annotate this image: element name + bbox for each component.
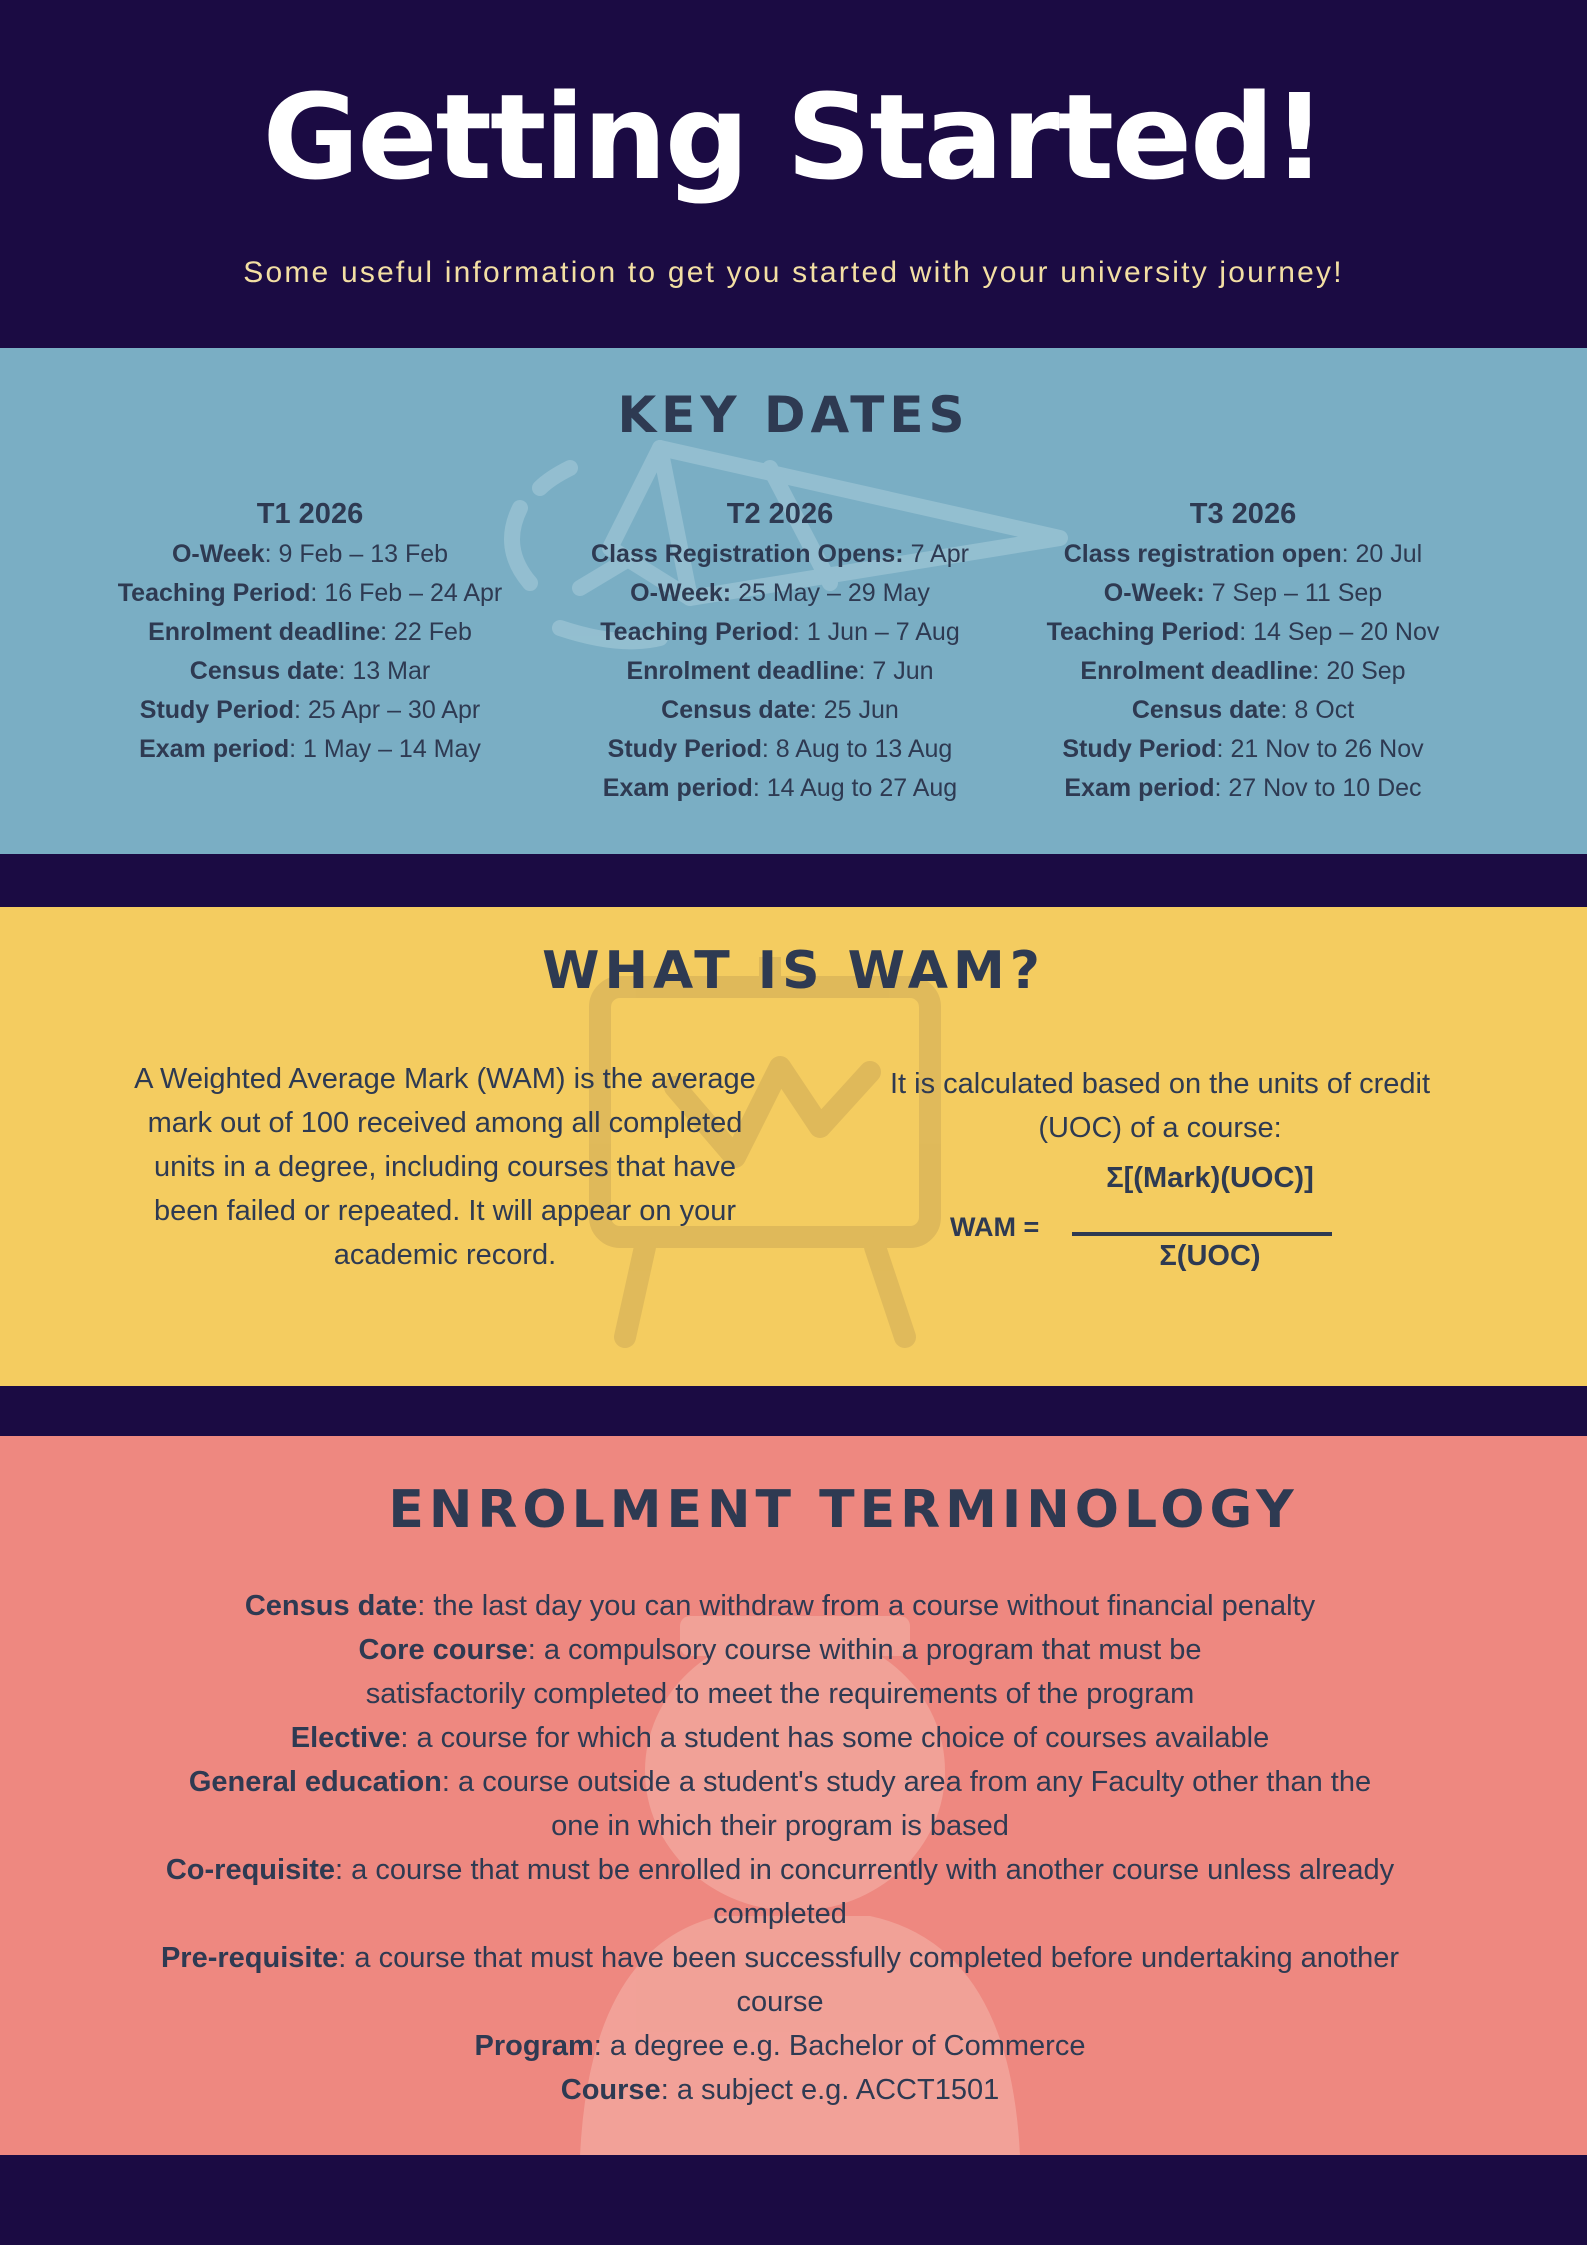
- key-dates-section: [0, 348, 1587, 854]
- term-title: T2 2026: [726, 498, 834, 530]
- date-row: Exam period: 14 Aug to 27 Aug: [602, 774, 958, 802]
- page-subtitle: Some useful information to get you started with your university journey!: [243, 256, 1344, 289]
- formula-denominator: Σ(UOC): [1159, 1240, 1261, 1272]
- date-row: Exam period: 27 Nov to 10 Dec: [1064, 774, 1422, 802]
- wam-description: A Weighted Average Mark (WAM) is the average mark out of 100 received among all completed units in a degree, including courses that have been failed or repeated. It will appear on your academic record.: [134, 1063, 756, 1271]
- fraction-line: [1072, 1232, 1332, 1236]
- term-column-t1: [90, 493, 530, 769]
- date-row: O-Week: 7 Sep – 11 Sep: [1103, 579, 1383, 607]
- date-row: Class Registration Opens: 7 Apr: [591, 540, 969, 568]
- term-item: Elective: a course for which a student has some choice of courses available: [290, 1722, 1270, 1754]
- term-title: T3 2026: [1189, 498, 1297, 530]
- term-title: T1 2026: [256, 498, 364, 530]
- terminology-list: [140, 1584, 1420, 2112]
- date-row: Teaching Period: 1 Jun – 7 Aug: [600, 618, 960, 646]
- term-item: Co-requisite: a course that must be enrolled in concurrently with another course unless already completed: [165, 1854, 1395, 1930]
- wam-section: [0, 907, 1587, 1386]
- date-row: O-Week: 25 May – 29 May: [630, 579, 930, 607]
- date-row: Study Period: 8 Aug to 13 Aug: [607, 735, 953, 763]
- date-row: Census date: 25 Jun: [661, 696, 899, 724]
- wam-heading: WHAT IS WAM?: [542, 941, 1045, 1001]
- page-title: Getting Started!: [262, 68, 1325, 206]
- date-row: Exam period: 1 May – 14 May: [139, 735, 481, 763]
- date-row: Census date: 8 Oct: [1131, 696, 1355, 724]
- terminology-heading: ENROLMENT TERMINOLOGY: [388, 1480, 1299, 1540]
- wam-calc-intro: It is calculated based on the units of credit (UOC) of a course:: [889, 1068, 1431, 1144]
- date-row: Study Period: 25 Apr – 30 Apr: [139, 696, 481, 724]
- term-item: General education: a course outside a student's study area from any Faculty other than the one in which their program is based: [188, 1766, 1372, 1842]
- terminology-section: [0, 1436, 1587, 2155]
- date-row: Enrolment deadline: 20 Sep: [1080, 657, 1406, 685]
- date-row: Class registration open: 20 Jul: [1063, 540, 1423, 568]
- date-row: Enrolment deadline: 22 Feb: [148, 618, 472, 646]
- date-row: Teaching Period: 14 Sep – 20 Nov: [1046, 618, 1440, 646]
- formula-label: WAM =: [950, 1212, 1040, 1242]
- term-column-t2: [560, 493, 1000, 808]
- date-row: Enrolment deadline: 7 Jun: [626, 657, 934, 685]
- date-row: Teaching Period: 16 Feb – 24 Apr: [117, 579, 503, 607]
- term-item: Core course: a compulsory course within a program that must be satisfactorily completed to meet the requirements of the program: [358, 1634, 1202, 1710]
- wam-formula: [950, 1162, 1350, 1282]
- key-dates-heading: KEY DATES: [617, 386, 970, 444]
- term-item: Program: a degree e.g. Bachelor of Commerce: [474, 2030, 1086, 2062]
- term-item: Census date: the last day you can withdraw from a course without financial penalty: [244, 1590, 1316, 1622]
- date-row: Census date: 13 Mar: [189, 657, 431, 685]
- formula-numerator: Σ[(Mark)(UOC)]: [1106, 1162, 1314, 1194]
- header: [0, 0, 1587, 348]
- term-item: Pre-requisite: a course that must have been successfully completed before undertaking another course: [160, 1942, 1400, 2018]
- term-column-t3: [1023, 493, 1463, 808]
- term-item: Course: a subject e.g. ACCT1501: [560, 2074, 1000, 2106]
- date-row: O-Week: 9 Feb – 13 Feb: [171, 540, 449, 568]
- date-row: Study Period: 21 Nov to 26 Nov: [1062, 735, 1424, 763]
